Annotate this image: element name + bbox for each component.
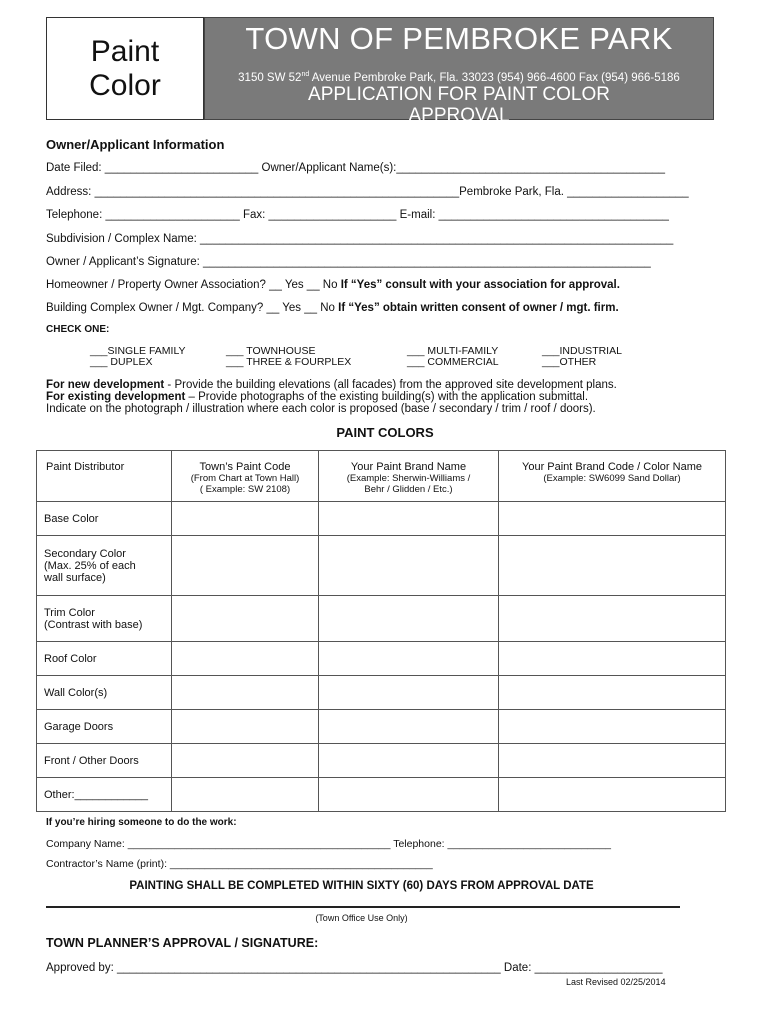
contractor-name-field[interactable]: Contractor’s Name (print): _____________________________________________ [46,858,433,870]
col-title: Paint Distributor [46,461,125,473]
contractor-heading: If you’re hiring someone to do the work: [46,817,237,828]
col-subtitle: (Example: Sherwin-Williams / [346,473,471,484]
cell-brand-code[interactable] [499,710,726,744]
col-subtitle: (From Chart at Town Hall) [190,473,300,484]
last-revised: Last Revised 02/25/2014 [566,977,666,987]
cell-town-code[interactable] [172,778,319,812]
cell-town-code[interactable] [172,710,319,744]
cell-brand-name[interactable] [319,502,499,536]
header-banner [204,17,714,126]
subtitle-line-1: APPLICATION FOR PAINT COLOR [308,84,610,105]
col-header-town-code [172,451,319,502]
option-multi-family[interactable]: ___ MULTI-FAMILY [407,345,499,357]
option-single-family[interactable]: ___SINGLE FAMILY [90,345,186,357]
row-label-doors: Front / Other Doors [37,744,172,778]
table-header-row [37,451,726,502]
option-industrial[interactable]: ___INDUSTRIAL [542,345,622,357]
cell-town-code[interactable] [172,502,319,536]
cell-brand-name[interactable] [319,710,499,744]
existing-development-text: – Provide photographs of the existing building(s) with the application submittal. [185,391,589,403]
col-header-brand-code [499,451,726,502]
row-label-wall: Wall Color(s) [37,676,172,710]
hoa-question[interactable] [46,279,620,291]
new-development-instruction [46,379,617,391]
divider-line [46,906,680,908]
cell-town-code[interactable] [172,642,319,676]
paint-colors-heading: PAINT COLORS [336,425,434,440]
cell-brand-code[interactable] [499,596,726,642]
option-duplex[interactable]: ___ DUPLEX [90,356,153,368]
indicate-instruction: Indicate on the photograph / illustration where each color is proposed (base / secondary / trim / roof / doors). [46,403,596,415]
approved-by-field[interactable]: Approved by: ____________________________________________________________ Date: ____________________ [46,962,663,974]
completion-notice: PAINTING SHALL BE COMPLETED WITHIN SIXTY (60) DAYS FROM APPROVAL DATE [129,880,594,892]
option-commercial[interactable]: ___ COMMERCIAL [407,356,499,368]
owner-section-heading: Owner/Applicant Information [46,137,225,152]
subtitle-line-2: APPROVAL [408,105,510,126]
row-label-other[interactable]: Other:____________ [37,778,172,812]
new-development-text: - Provide the building elevations (all facades) from the approved site development plans. [164,379,617,391]
col-subtitle: (Example: SW6099 Sand Dollar) [543,473,681,484]
company-name-field[interactable]: Company Name: _____________________________________________ Telephone: ____________________________ [46,838,612,850]
table-row [37,778,726,812]
date-filed-field[interactable]: Date Filed: ________________________ Owner/Applicant Name(s):__________________________________________ [46,162,665,174]
form-subtitle [205,84,713,126]
new-development-label: For new development [46,379,165,391]
existing-development-instruction [46,391,588,403]
col-subtitle: ( Example: SW 2108) [199,484,291,495]
office-use-label: (Town Office Use Only) [315,913,408,923]
cell-town-code[interactable] [172,536,319,596]
col-header-brand-name [319,451,499,502]
address-rest: Avenue Pembroke Park, Fla. 33023 (954) 966-4600 Fax (954) 966-5186 [309,72,680,84]
complex-instruction: If “Yes” obtain written consent of owner / mgt. firm. [338,302,619,314]
option-townhouse[interactable]: ___ TOWNHOUSE [226,345,316,357]
address-street: 3150 SW 52 [238,72,302,84]
existing-development-label: For existing development [46,391,186,403]
address-suffix: nd [301,71,310,79]
row-label-garage: Garage Doors [37,710,172,744]
town-address [205,72,713,84]
table-row [37,744,726,778]
hoa-question-text: Homeowner / Property Owner Association? __ Yes __ No [46,279,341,291]
table-row [37,676,726,710]
cell-brand-name[interactable] [319,642,499,676]
table-row [37,642,726,676]
telephone-field[interactable]: Telephone: _____________________ Fax: ____________________ E-mail: ____________________________________ [46,209,669,221]
col-title: Your Paint Brand Code / Color Name [522,461,702,473]
table-row [37,502,726,536]
complex-question[interactable] [46,302,619,314]
cell-brand-name[interactable] [319,744,499,778]
cell-brand-name[interactable] [319,676,499,710]
cell-town-code[interactable] [172,596,319,642]
row-label-base: Base Color [37,502,172,536]
table-row [37,596,726,642]
check-one-label: CHECK ONE: [46,324,110,335]
cell-town-code[interactable] [172,676,319,710]
cell-brand-code[interactable] [499,744,726,778]
col-subtitle: Behr / Glidden / Etc.) [364,484,453,495]
complex-question-text: Building Complex Owner / Mgt. Company? __ Yes __ No [46,302,339,314]
cell-brand-name[interactable] [319,778,499,812]
paint-color-logo [46,17,204,120]
col-header-distributor [37,451,172,502]
hoa-instruction: If “Yes” consult with your association for approval. [340,279,620,291]
col-title: Your Paint Brand Name [350,461,467,473]
logo-line-1: Paint [90,34,160,68]
cell-town-code[interactable] [172,744,319,778]
cell-brand-code[interactable] [499,676,726,710]
cell-brand-name[interactable] [319,596,499,642]
col-title: Town’s Paint Code [199,461,291,473]
signature-field[interactable]: Owner / Applicant’s Signature: ______________________________________________________________________ [46,256,651,268]
row-label-secondary: Secondary Color (Max. 25% of each wall surface) [37,536,172,596]
planner-approval-heading: TOWN PLANNER’S APPROVAL / SIGNATURE: [46,936,319,950]
row-label-trim: Trim Color (Contrast with base) [37,596,172,642]
option-three-fourplex[interactable]: ___ THREE & FOURPLEX [226,356,352,368]
cell-brand-code[interactable] [499,536,726,596]
cell-brand-code[interactable] [499,642,726,676]
option-other[interactable]: ___OTHER [542,356,597,368]
cell-brand-name[interactable] [319,536,499,596]
table-row [37,536,726,596]
cell-brand-code[interactable] [499,502,726,536]
subdivision-field[interactable]: Subdivision / Complex Name: __________________________________________________________________________ [46,233,674,245]
logo-line-2: Color [89,68,161,102]
row-label-roof: Roof Color [37,642,172,676]
paint-colors-table [36,450,726,812]
town-title: TOWN OF PEMBROKE PARK [245,21,673,56]
table-row [37,710,726,744]
address-field[interactable]: Address: _________________________________________________________Pembroke Park, Fla. ___________________ [46,186,689,198]
cell-brand-code[interactable] [499,778,726,812]
